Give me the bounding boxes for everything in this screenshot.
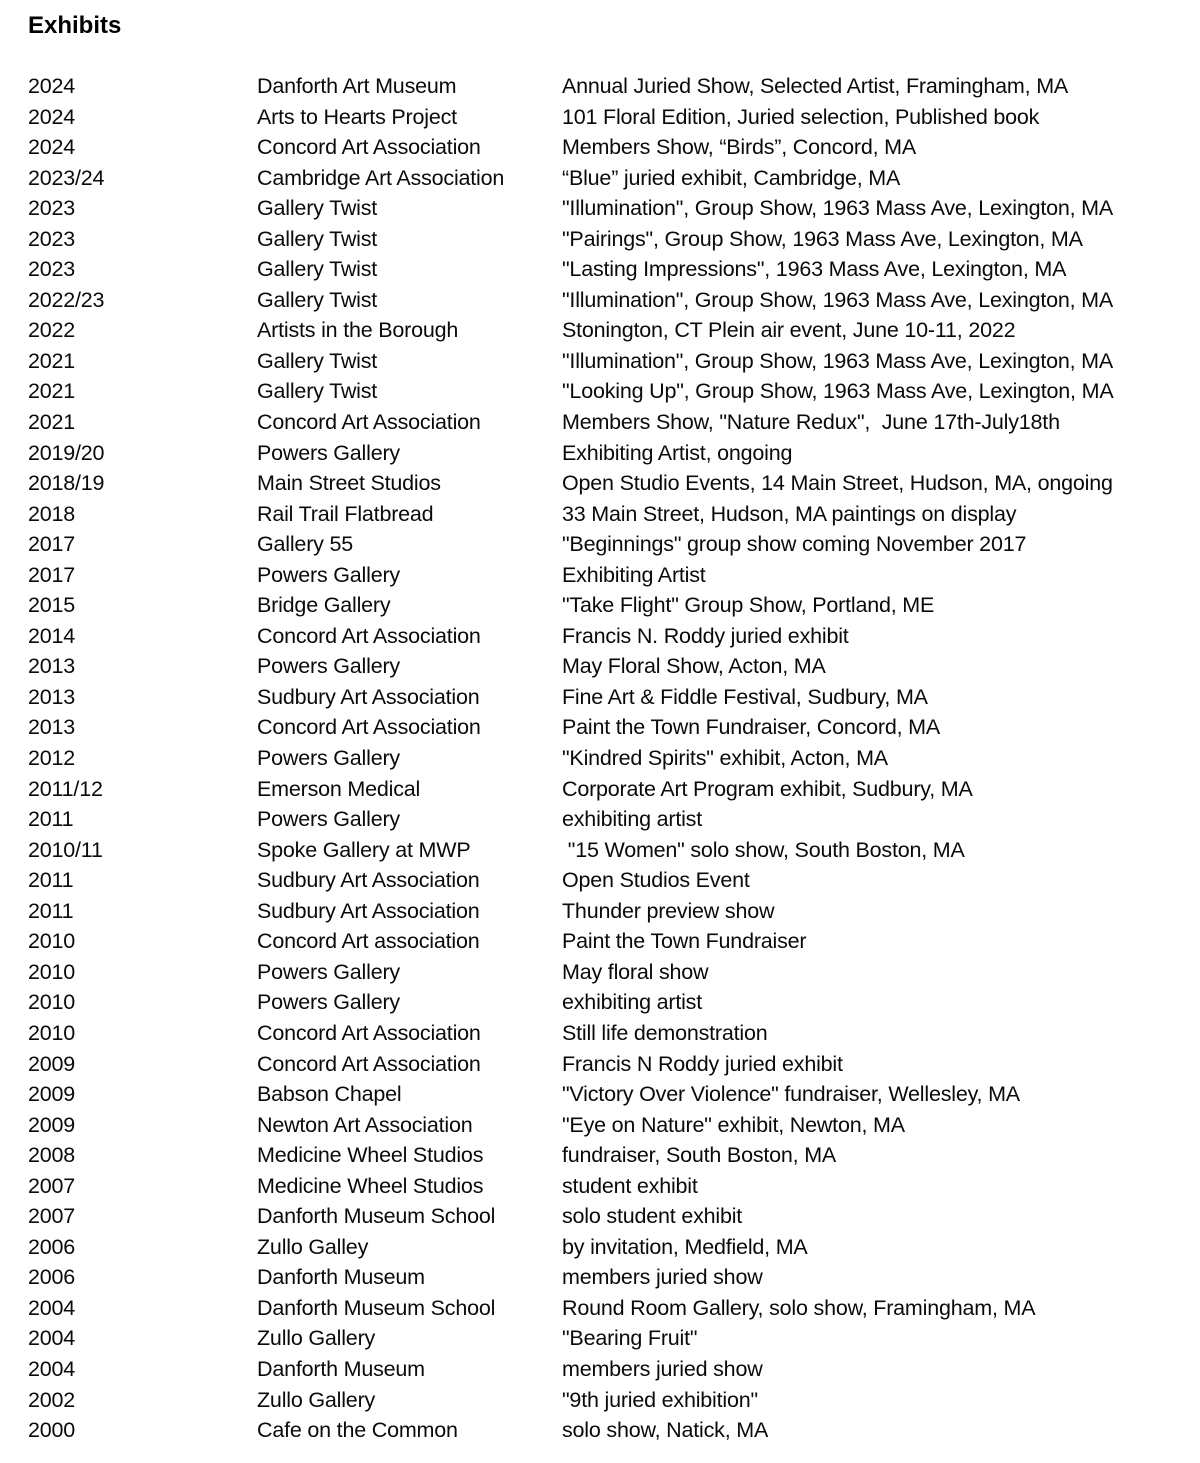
exhibit-row <box>28 529 1190 560</box>
exhibit-year: 2013 <box>28 715 76 740</box>
exhibit-row <box>28 743 1190 774</box>
exhibit-row <box>28 468 1190 499</box>
exhibit-row <box>28 560 1190 591</box>
exhibit-row <box>28 682 1190 713</box>
exhibit-venue: Rail Trail Flatbread <box>257 501 434 526</box>
exhibit-year: 2002 <box>28 1387 76 1412</box>
exhibit-venue: Gallery Twist <box>257 196 378 221</box>
exhibit-venue: Zullo Gallery <box>257 1326 376 1351</box>
exhibit-year: 2023 <box>28 226 76 251</box>
exhibit-year: 2024 <box>28 104 76 129</box>
exhibit-details: "Kindred Spirits" exhibit, Acton, MA <box>562 746 888 771</box>
exhibit-year: 2009 <box>28 1082 76 1107</box>
exhibit-row <box>28 1201 1190 1232</box>
exhibit-year: 2024 <box>28 74 76 98</box>
exhibit-row <box>28 926 1190 957</box>
exhibit-venue: Sudbury Art Association <box>257 898 480 923</box>
exhibit-venue: Zullo Galley <box>257 1234 369 1259</box>
exhibit-year: 2000 <box>28 1418 76 1443</box>
exhibit-row <box>28 254 1190 285</box>
exhibit-row <box>28 1385 1190 1416</box>
exhibit-details: "Bearing Fruit" <box>562 1326 698 1351</box>
exhibit-venue: Concord Art Association <box>257 623 481 648</box>
exhibit-year: 2023 <box>28 196 76 221</box>
exhibit-details: "Illumination", Group Show, 1963 Mass Ave, Lexington, MA <box>562 287 1114 312</box>
exhibit-venue: Danforth Museum <box>257 1265 425 1290</box>
exhibit-details: student exhibit <box>562 1173 698 1198</box>
exhibit-venue: Sudbury Art Association <box>257 684 480 709</box>
exhibit-row <box>28 987 1190 1018</box>
exhibit-venue: Cafe on the Common <box>257 1418 458 1443</box>
exhibit-year: 2004 <box>28 1326 76 1351</box>
exhibit-details: "Beginnings" group show coming November 2017 <box>562 532 1027 557</box>
exhibit-venue: Gallery 55 <box>257 532 353 557</box>
exhibit-row <box>28 957 1190 988</box>
exhibit-row <box>28 590 1190 621</box>
exhibit-row <box>28 1018 1190 1049</box>
exhibit-row <box>28 774 1190 805</box>
exhibit-venue: Babson Chapel <box>257 1082 402 1107</box>
exhibit-year: 2023 <box>28 257 76 282</box>
exhibit-row <box>28 499 1190 530</box>
exhibit-venue: Gallery Twist <box>257 348 378 373</box>
exhibit-venue: Concord Art Association <box>257 410 481 435</box>
exhibit-venue: Arts to Hearts Project <box>257 104 457 129</box>
exhibit-year: 2012 <box>28 746 76 771</box>
exhibit-venue: Emerson Medical <box>257 776 421 801</box>
exhibit-venue: Concord Art association <box>257 929 480 954</box>
exhibit-details: "Take Flight" Group Show, Portland, ME <box>562 593 935 618</box>
exhibit-details: solo student exhibit <box>562 1204 743 1229</box>
exhibit-year: 2018 <box>28 501 76 526</box>
exhibit-year: 2010/11 <box>28 837 103 862</box>
exhibits-table <box>28 71 1190 1446</box>
exhibit-year: 2004 <box>28 1295 76 1320</box>
exhibit-details: "15 Women" solo show, South Boston, MA <box>562 837 965 862</box>
exhibit-row <box>28 1354 1190 1385</box>
exhibit-venue: Spoke Gallery at MWP <box>257 837 471 862</box>
exhibit-venue: Gallery Twist <box>257 257 378 282</box>
exhibit-venue: Powers Gallery <box>257 807 400 832</box>
exhibit-year: 2007 <box>28 1173 76 1198</box>
exhibit-row <box>28 407 1190 438</box>
exhibit-row <box>28 1140 1190 1171</box>
exhibit-details: Open Studios Event <box>562 868 750 893</box>
exhibit-row <box>28 1049 1190 1080</box>
exhibit-row <box>28 315 1190 346</box>
exhibit-row <box>28 1079 1190 1110</box>
exhibit-year: 2011 <box>28 807 74 832</box>
exhibit-details: Francis N. Roddy juried exhibit <box>562 623 849 648</box>
exhibit-venue: Gallery Twist <box>257 287 378 312</box>
exhibit-year: 2019/20 <box>28 440 105 465</box>
exhibit-details: by invitation, Medfield, MA <box>562 1234 808 1259</box>
exhibit-details: Stonington, CT Plein air event, June 10-11, 2022 <box>562 318 1016 343</box>
exhibit-details: Corporate Art Program exhibit, Sudbury, MA <box>562 776 973 801</box>
exhibit-details: Thunder preview show <box>562 898 775 923</box>
exhibit-venue: Cambridge Art Association <box>257 165 505 190</box>
exhibit-row <box>28 438 1190 469</box>
exhibit-row <box>28 1171 1190 1202</box>
exhibit-details: "Victory Over Violence" fundraiser, Wellesley, MA <box>562 1082 1020 1107</box>
exhibit-row <box>28 71 1190 102</box>
exhibit-venue: Main Street Studios <box>257 471 441 496</box>
exhibit-details: Members Show, “Birds”, Concord, MA <box>562 135 917 160</box>
exhibit-year: 2017 <box>28 562 76 587</box>
exhibit-details: "Illumination", Group Show, 1963 Mass Ave, Lexington, MA <box>562 348 1114 373</box>
exhibit-details: Round Room Gallery, solo show, Framingham, MA <box>562 1295 1036 1320</box>
exhibit-details: Members Show, "Nature Redux", June 17th-July18th <box>562 410 1060 435</box>
exhibit-year: 2006 <box>28 1234 76 1259</box>
exhibit-venue: Danforth Museum School <box>257 1204 496 1229</box>
exhibit-details: members juried show <box>562 1356 763 1381</box>
exhibit-details: May floral show <box>562 959 709 984</box>
exhibit-row <box>28 1293 1190 1324</box>
exhibit-year: 2014 <box>28 623 76 648</box>
exhibit-venue: Concord Art Association <box>257 1020 481 1045</box>
exhibit-details: May Floral Show, Acton, MA <box>562 654 826 679</box>
exhibit-year: 2004 <box>28 1356 76 1381</box>
exhibit-row <box>28 102 1190 133</box>
exhibit-row <box>28 346 1190 377</box>
exhibit-details: "Illumination", Group Show, 1963 Mass Ave, Lexington, MA <box>562 196 1114 221</box>
exhibit-row <box>28 224 1190 255</box>
exhibit-venue: Powers Gallery <box>257 990 400 1015</box>
exhibit-details: "Looking Up", Group Show, 1963 Mass Ave, Lexington, MA <box>562 379 1114 404</box>
exhibit-venue: Danforth Museum School <box>257 1295 496 1320</box>
exhibit-details: Exhibiting Artist <box>562 562 706 587</box>
exhibit-venue: Bridge Gallery <box>257 593 391 618</box>
page-title: Exhibits <box>28 12 122 39</box>
exhibit-details: "Eye on Nature" exhibit, Newton, MA <box>562 1112 905 1137</box>
exhibit-year: 2015 <box>28 593 76 618</box>
exhibit-venue: Powers Gallery <box>257 959 400 984</box>
exhibit-venue: Danforth Museum <box>257 1356 425 1381</box>
exhibit-details: Annual Juried Show, Selected Artist, Framingham, MA <box>562 74 1069 98</box>
exhibit-venue: Powers Gallery <box>257 746 400 771</box>
exhibit-row <box>28 1323 1190 1354</box>
exhibit-year: 2009 <box>28 1051 76 1076</box>
exhibit-details: solo show, Natick, MA <box>562 1418 769 1443</box>
exhibit-row <box>28 1415 1190 1446</box>
exhibit-year: 2010 <box>28 929 76 954</box>
exhibit-details: "9th juried exhibition" <box>562 1387 758 1412</box>
exhibit-details: Paint the Town Fundraiser <box>562 929 807 954</box>
exhibit-details: exhibiting artist <box>562 807 703 832</box>
exhibit-venue: Gallery Twist <box>257 379 378 404</box>
exhibit-details: 101 Floral Edition, Juried selection, Published book <box>562 104 1040 129</box>
exhibit-venue: Powers Gallery <box>257 562 400 587</box>
exhibit-year: 2010 <box>28 990 76 1015</box>
exhibit-venue: Powers Gallery <box>257 654 400 679</box>
exhibit-venue: Concord Art Association <box>257 1051 481 1076</box>
exhibit-venue: Zullo Gallery <box>257 1387 376 1412</box>
exhibit-year: 2024 <box>28 135 76 160</box>
exhibit-year: 2011 <box>28 868 74 893</box>
exhibit-row <box>28 376 1190 407</box>
exhibit-year: 2022/23 <box>28 287 105 312</box>
exhibit-year: 2023/24 <box>28 165 105 190</box>
exhibit-year: 2022 <box>28 318 76 343</box>
exhibit-row <box>28 1232 1190 1263</box>
exhibit-details: “Blue” juried exhibit, Cambridge, MA <box>562 165 901 190</box>
exhibit-venue: Newton Art Association <box>257 1112 473 1137</box>
exhibit-venue: Danforth Art Museum <box>257 74 457 98</box>
exhibit-year: 2008 <box>28 1143 76 1168</box>
exhibit-details: Exhibiting Artist, ongoing <box>562 440 793 465</box>
exhibit-year: 2013 <box>28 684 76 709</box>
exhibit-year: 2017 <box>28 532 76 557</box>
exhibit-venue: Gallery Twist <box>257 226 378 251</box>
exhibit-year: 2006 <box>28 1265 76 1290</box>
exhibit-year: 2011/12 <box>28 776 103 801</box>
exhibit-year: 2021 <box>28 410 76 435</box>
exhibit-venue: Concord Art Association <box>257 135 481 160</box>
exhibit-details: fundraiser, South Boston, MA <box>562 1143 837 1168</box>
exhibit-venue: Artists in the Borough <box>257 318 459 343</box>
exhibit-year: 2011 <box>28 898 74 923</box>
exhibit-row <box>28 132 1190 163</box>
exhibit-venue: Medicine Wheel Studios <box>257 1173 484 1198</box>
exhibit-details: Open Studio Events, 14 Main Street, Hudson, MA, ongoing <box>562 471 1113 496</box>
exhibit-year: 2021 <box>28 348 76 373</box>
exhibit-row <box>28 1110 1190 1141</box>
exhibit-year: 2013 <box>28 654 76 679</box>
exhibit-row <box>28 193 1190 224</box>
exhibit-row <box>28 835 1190 866</box>
exhibit-details: Still life demonstration <box>562 1020 768 1045</box>
exhibit-row <box>28 865 1190 896</box>
exhibit-row <box>28 1262 1190 1293</box>
exhibit-details: exhibiting artist <box>562 990 703 1015</box>
exhibit-year: 2009 <box>28 1112 76 1137</box>
exhibit-details: "Lasting Impressions", 1963 Mass Ave, Lexington, MA <box>562 257 1067 282</box>
exhibit-details: Francis N Roddy juried exhibit <box>562 1051 843 1076</box>
exhibit-year: 2018/19 <box>28 471 105 496</box>
exhibit-year: 2010 <box>28 959 76 984</box>
exhibit-venue: Medicine Wheel Studios <box>257 1143 484 1168</box>
exhibit-row <box>28 712 1190 743</box>
exhibit-row <box>28 651 1190 682</box>
exhibit-details: members juried show <box>562 1265 763 1290</box>
exhibit-details: "Pairings", Group Show, 1963 Mass Ave, Lexington, MA <box>562 226 1083 251</box>
exhibit-venue: Sudbury Art Association <box>257 868 480 893</box>
exhibit-venue: Concord Art Association <box>257 715 481 740</box>
exhibit-details: Paint the Town Fundraiser, Concord, MA <box>562 715 941 740</box>
exhibit-row <box>28 896 1190 927</box>
exhibit-venue: Powers Gallery <box>257 440 400 465</box>
exhibit-row <box>28 804 1190 835</box>
exhibit-row <box>28 621 1190 652</box>
exhibit-details: 33 Main Street, Hudson, MA paintings on display <box>562 501 1017 526</box>
exhibit-year: 2021 <box>28 379 76 404</box>
exhibit-row <box>28 285 1190 316</box>
exhibit-year: 2007 <box>28 1204 76 1229</box>
exhibit-details: Fine Art & Fiddle Festival, Sudbury, MA <box>562 684 928 709</box>
exhibit-row <box>28 163 1190 194</box>
exhibit-year: 2010 <box>28 1020 76 1045</box>
